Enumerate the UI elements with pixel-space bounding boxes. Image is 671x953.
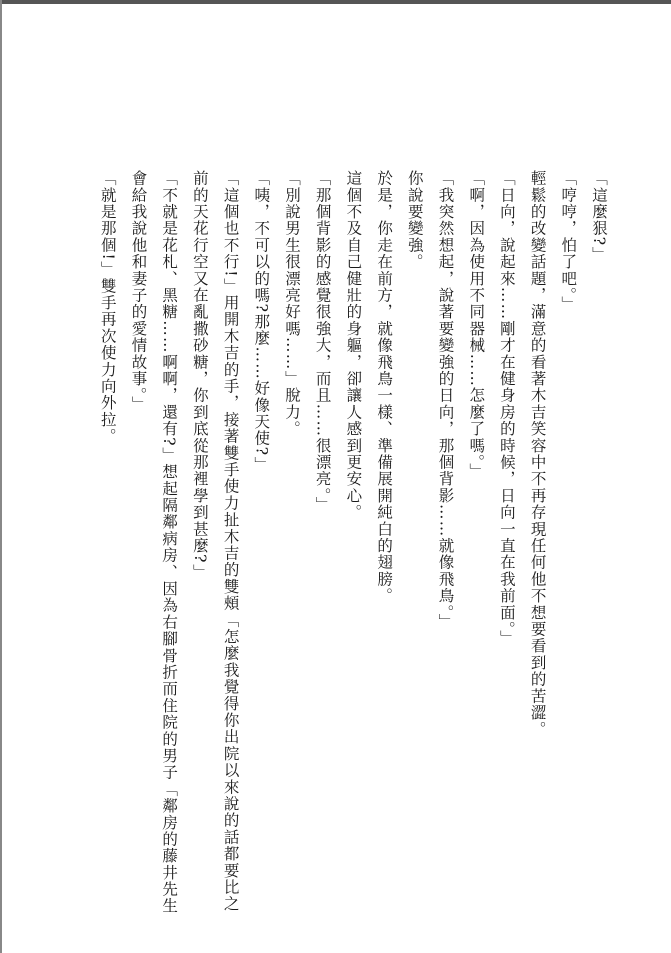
text-column: 會給我說他和妻子的愛情故事。」 <box>129 170 148 413</box>
text-column: 「別說男生很漂亮好嗎……」脫力。 <box>282 170 301 438</box>
text-column: 「這個也不行!」用開木吉的手，接著雙手使力扯木吉的雙頰「怎麼我覺得你出院以來說的話都要比之 <box>221 170 240 913</box>
text-column: 「日向，說起來……剛才在健身房的時候，日向一直在我前面。」 <box>497 170 516 647</box>
text-column: 「不就是花札、黑糖……啊啊，還有?」想起隔鄰病房、因為右腳骨折而住院的男子「鄰房的藤井先生 <box>160 170 179 915</box>
text-column: 「這麼狠?」 <box>590 170 608 264</box>
text-column: 「就是那個!」雙手再次使力向外拉。 <box>98 170 117 445</box>
text-column: 「哼哼，怕了吧。」 <box>559 170 578 313</box>
document-page <box>2 4 671 953</box>
text-column: 輕鬆的改變話題，滿意的看著木吉笑容中不再存現任何他不想要看到的苦澀。 <box>528 170 547 738</box>
text-column: 前的天花行空又在亂撒砂糖，你到底從那裡學到甚麼?」 <box>190 170 209 581</box>
text-column: 你說要變強。 <box>405 170 424 271</box>
text-column: 「我突然想起，說著要變強的日向，那個背影……就像飛鳥。」 <box>436 170 455 630</box>
text-column: 「那個背影的感覺很強大，而且……很漂亮。」 <box>313 170 332 513</box>
text-column: 「啊，因為使用不同器械……怎麼了嗎。」 <box>467 170 486 480</box>
vertical-text-body <box>92 170 614 915</box>
text-column: 於是，你走在前方，就像飛鳥一樣、準備展開純白的翅膀。 <box>375 170 394 605</box>
text-column: 這個不及自己健壯的身軀，卻讓人感到更安心。 <box>344 170 363 521</box>
text-column: 「咦，不可以的嗎?那麼……好像天使?」 <box>252 170 271 473</box>
